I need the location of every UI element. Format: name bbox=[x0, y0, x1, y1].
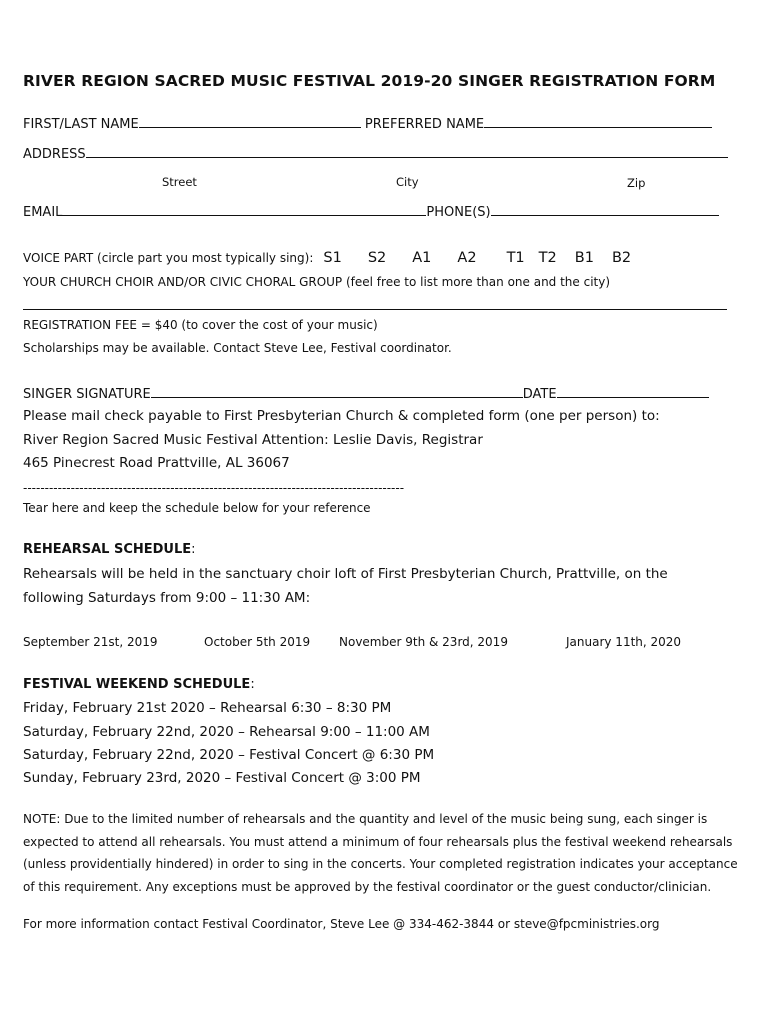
festival-event: Saturday, February 22nd, 2020 – Rehearsal 9:00 – 11:00 AM bbox=[23, 724, 430, 740]
address-field[interactable] bbox=[86, 145, 728, 158]
festival-event: Friday, February 21st 2020 – Rehearsal 6:30 – 8:30 PM bbox=[23, 700, 392, 716]
rehearsal-heading-colon: : bbox=[191, 542, 196, 557]
voice-part-t2[interactable]: T2 bbox=[538, 250, 557, 266]
zip-label: Zip bbox=[627, 176, 646, 190]
phone-field[interactable] bbox=[491, 203, 719, 216]
city-label: City bbox=[396, 175, 419, 189]
voice-part-s1[interactable]: S1 bbox=[323, 250, 342, 266]
voice-part-b2[interactable]: B2 bbox=[611, 250, 632, 266]
singer-signature-label: SINGER SIGNATURE bbox=[23, 387, 151, 402]
festival-event: Saturday, February 22nd, 2020 – Festival Concert @ 6:30 PM bbox=[23, 747, 435, 763]
address-label: ADDRESS bbox=[23, 147, 86, 162]
rehearsal-date: September 21st, 2019 bbox=[23, 635, 158, 649]
rehearsal-intro-line2: following Saturdays from 9:00 – 11:30 AM: bbox=[23, 590, 311, 606]
voice-part-a1[interactable]: A1 bbox=[412, 250, 432, 266]
rehearsal-heading-text: REHEARSAL SCHEDULE bbox=[23, 542, 192, 557]
contact-info: For more information contact Festival Coordinator, Steve Lee @ 334-462-3844 or steve@fpcministries.org bbox=[23, 917, 660, 931]
email-phone-row bbox=[23, 203, 719, 220]
rehearsal-intro-line1: Rehearsals will be held in the sanctuary choir loft of First Presbyterian Church, Prattville, on the bbox=[23, 566, 668, 582]
rehearsal-date: November 9th & 23rd, 2019 bbox=[339, 635, 508, 649]
email-field[interactable] bbox=[62, 203, 426, 216]
preferred-name-field[interactable] bbox=[484, 115, 712, 128]
festival-heading-text: FESTIVAL WEEKEND SCHEDULE bbox=[23, 677, 251, 692]
voice-part-t1[interactable]: T1 bbox=[506, 250, 525, 266]
mail-instructions: Please mail check payable to First Presbyterian Church & completed form (one per person) to: bbox=[23, 408, 660, 424]
address-row bbox=[23, 145, 728, 162]
voice-part-s2[interactable]: S2 bbox=[367, 250, 387, 266]
scholarships-note: Scholarships may be available. Contact Steve Lee, Festival coordinator. bbox=[23, 341, 452, 355]
preferred-name-label: PREFERRED NAME bbox=[364, 117, 485, 132]
name-row bbox=[23, 115, 712, 132]
mail-address-line2: 465 Pinecrest Road Prattville, AL 36067 bbox=[23, 455, 290, 471]
phone-label: PHONE(S) bbox=[426, 205, 491, 220]
first-last-name-label: FIRST/LAST NAME bbox=[23, 117, 139, 132]
first-last-name-field[interactable] bbox=[139, 115, 361, 128]
church-choir-field[interactable] bbox=[23, 309, 727, 310]
form-title: RIVER REGION SACRED MUSIC FESTIVAL 2019-20 SINGER REGISTRATION FORM bbox=[23, 72, 716, 90]
rehearsal-heading bbox=[23, 542, 196, 557]
singer-signature-field[interactable] bbox=[151, 385, 523, 398]
voice-part-a2[interactable]: A2 bbox=[457, 250, 477, 266]
voice-part-row bbox=[23, 250, 631, 266]
festival-event: Sunday, February 23rd, 2020 – Festival Concert @ 3:00 PM bbox=[23, 770, 421, 786]
date-field[interactable] bbox=[557, 385, 709, 398]
mail-address-line1: River Region Sacred Music Festival Attention: Leslie Davis, Registrar bbox=[23, 432, 483, 448]
rehearsal-date: October 5th 2019 bbox=[204, 635, 311, 649]
church-choir-label: YOUR CHURCH CHOIR AND/OR CIVIC CHORAL GROUP (feel free to list more than one and the city) bbox=[23, 275, 611, 289]
signature-row bbox=[23, 385, 709, 402]
email-label: EMAIL bbox=[23, 205, 63, 220]
date-label: DATE bbox=[522, 387, 557, 402]
festival-heading-colon: : bbox=[250, 677, 255, 692]
festival-heading bbox=[23, 677, 255, 692]
tear-line: ---------------------------------------------------------------------------------------- bbox=[23, 481, 405, 495]
tear-note: Tear here and keep the schedule below for your reference bbox=[23, 501, 371, 515]
voice-part-label: VOICE PART (circle part you most typically sing): bbox=[23, 251, 314, 265]
attendance-note: NOTE: Due to the limited number of rehearsals and the quantity and level of the music being sung, each singer is expected to attend all rehearsals. You must attend a minimum of four rehearsals plus the festival weekend rehearsals (unless providentially hindered) in order to sing in the concerts. Your completed registration indicates your acceptance of this requirement. Any exceptions must be approved by the festival coordinator or the guest conductor/clinician. bbox=[23, 812, 738, 894]
registration-fee: REGISTRATION FEE = $40 (to cover the cost of your music) bbox=[23, 318, 378, 332]
street-label: Street bbox=[162, 175, 197, 189]
voice-part-b1[interactable]: B1 bbox=[574, 250, 594, 266]
rehearsal-date: January 11th, 2020 bbox=[566, 635, 682, 649]
